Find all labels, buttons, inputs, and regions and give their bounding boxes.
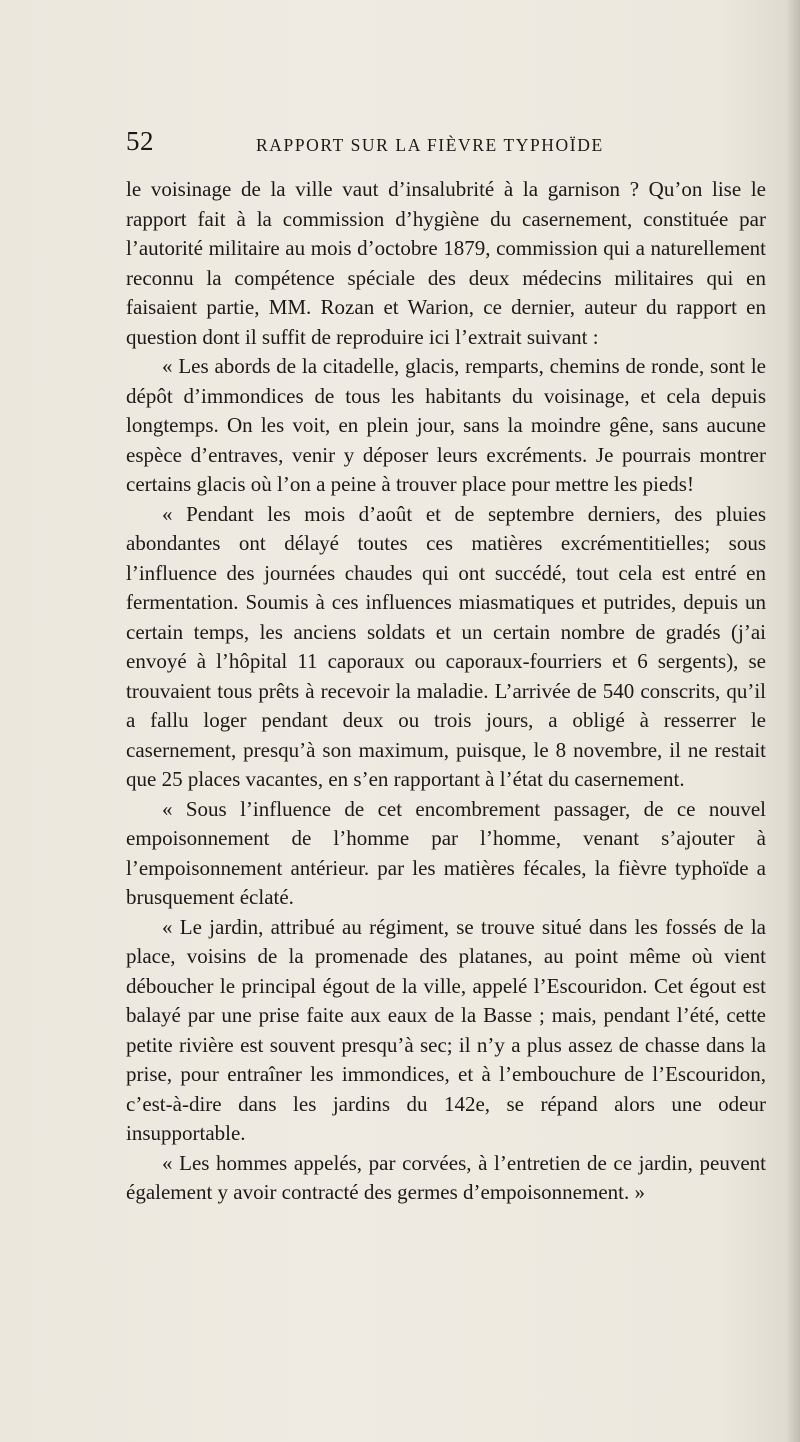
paragraph-quote-jardin: « Le jardin, attribué au régiment, se trouve situé dans les fossés de la place, voisins de la promenade des platanes, au point même où vient déboucher le principal égout de la ville, appelé l’Escouridon. Cet égout est balayé par une prise faite aux eaux de la Basse ; mais, pendant l’été, cette petite rivière est souvent presqu’à sec; il n’y a plus assez de chasse dans la prise, pour entraîner les immondices, et à l’embouchure de l’Escouridon, c’est-à-dire dans les jardins du 142e, se répand alors une odeur insupportable. bbox=[126, 914, 766, 1145]
page-header bbox=[126, 128, 766, 168]
paragraph-intro: le voisinage de la ville vaut d’insalubrité à la garnison ? Qu’on lise le rapport fait à la commission d’hygiène du casernement, constituée par l’autorité militaire au mois d’octobre 1879, commission qui a naturellement reconnu la compétence spéciale des deux médecins militaires qui en faisaient partie, MM. Rozan et Warion, ce dernier, auteur du rapport en question dont il suffit de reproduire ici l’extrait suivant : bbox=[126, 177, 766, 349]
body-text bbox=[126, 175, 766, 1208]
running-title: RAPPORT SUR LA FIÈVRE TYPHOÏDE bbox=[256, 135, 604, 155]
paragraph-quote-pluies: « Pendant les mois d’août et de septembre derniers, des pluies abondantes ont délayé toutes ces matières excrémentitielles; sous l’influence des journées chaudes qui ont succédé, tout cela est entré en fermentation. Soumis à ces influences miasmatiques et putrides, depuis un certain temps, les anciens soldats et un certain nombre de gradés (j’ai envoyé à l’hôpital 11 caporaux ou caporaux-fourriers et 6 sergents), se trouvaient tous prêts à recevoir la maladie. L’arrivée de 540 conscrits, qu’il a fallu loger pendant deux ou trois jours, a obligé à resserrer le casernement, presqu’à son maximum, puisque, le 8 novembre, il ne restait que 25 places vacantes, en s’en rapportant à l’état du casernement. bbox=[126, 501, 766, 791]
paragraph-quote-encombrement: « Sous l’influence de cet encombrement passager, de ce nouvel empoisonnement de l’homme par l’homme, venant s’ajouter à l’empoisonnement antérieur. par les matières fécales, la fièvre typhoïde a brusquement éclaté. bbox=[126, 796, 766, 909]
page-number: 52 bbox=[126, 126, 154, 156]
page-edge-shadow bbox=[786, 0, 800, 1442]
paragraph-quote-hommes: « Les hommes appelés, par corvées, à l’entretien de ce jardin, peuvent également y avoir contracté des germes d’empoisonnement. » bbox=[126, 1150, 766, 1204]
paragraph-quote-abords: « Les abords de la citadelle, glacis, remparts, chemins de ronde, sont le dépôt d’immondices de tous les habitants du voisinage, et cela depuis longtemps. On les voit, en plein jour, sans la moindre gêne, sans aucune espèce d’entraves, venir y déposer leurs excréments. Je pourrais montrer certains glacis où l’on a peine à trouver place pour mettre les pieds! bbox=[126, 354, 766, 496]
